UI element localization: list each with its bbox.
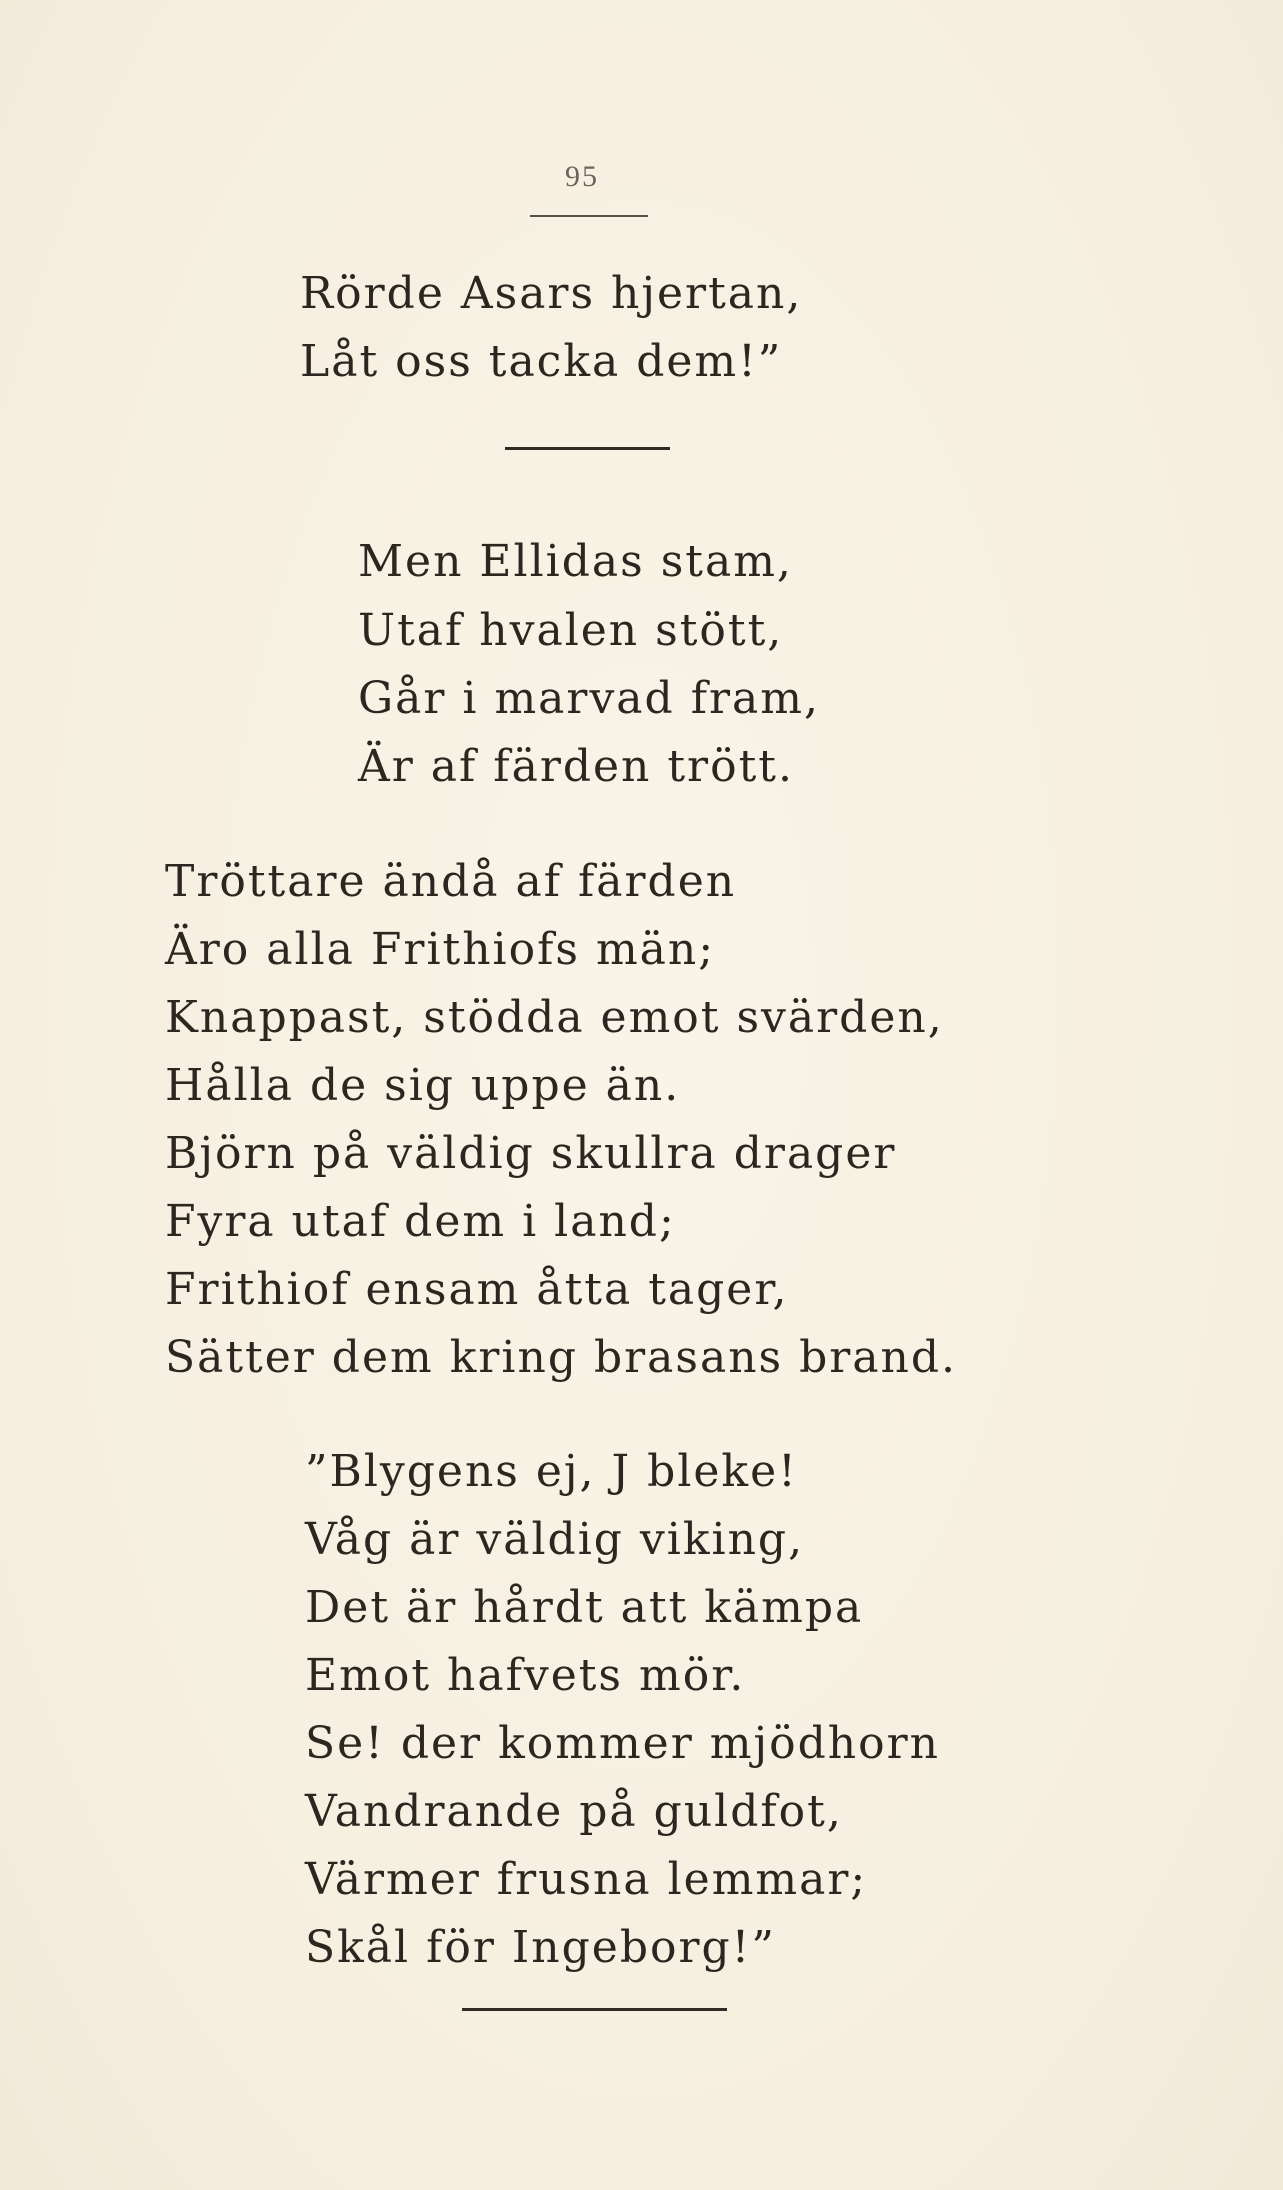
verse-line: Frithiof ensam åtta tager, (165, 1264, 789, 1315)
verse-line: Hålla de sig uppe än. (165, 1060, 681, 1111)
verse-line: Äro alla Frithiofs män; (165, 924, 716, 975)
verse-line: Är af färden trött. (358, 741, 794, 792)
page-number: 95 (565, 160, 599, 193)
verse-line: Går i marvad fram, (358, 673, 820, 724)
verse-line: Fyra utaf dem i land; (165, 1196, 676, 1247)
verse-line: Rörde Asars hjertan, (300, 268, 803, 319)
verse-line: Utaf hvalen stött, (358, 605, 784, 656)
verse-line: Våg är väldig viking, (305, 1514, 805, 1565)
verse-line: Sätter dem kring brasans brand. (165, 1332, 958, 1383)
header-rule (530, 215, 648, 217)
verse-line: Skål för Ingeborg!” (305, 1922, 776, 1973)
section-divider (505, 447, 670, 450)
verse-line: Men Ellidas stam, (358, 536, 793, 587)
verse-line: ”Blygens ej, J bleke! (305, 1446, 798, 1497)
verse-line: Låt oss tacka dem!” (300, 336, 783, 387)
verse-line: Se! der kommer mjödhorn (305, 1718, 940, 1769)
verse-line: Vandrande på guldfot, (305, 1786, 843, 1837)
verse-line: Tröttare ändå af färden (165, 856, 737, 907)
verse-line: Det är hårdt att kämpa (305, 1582, 864, 1633)
verse-line: Björn på väldig skullra drager (165, 1128, 897, 1179)
verse-line: Knappast, stödda emot svärden, (165, 992, 944, 1043)
end-divider (462, 2008, 727, 2011)
verse-line: Värmer frusna lemmar; (305, 1854, 868, 1905)
verse-line: Emot hafvets mör. (305, 1650, 746, 1701)
